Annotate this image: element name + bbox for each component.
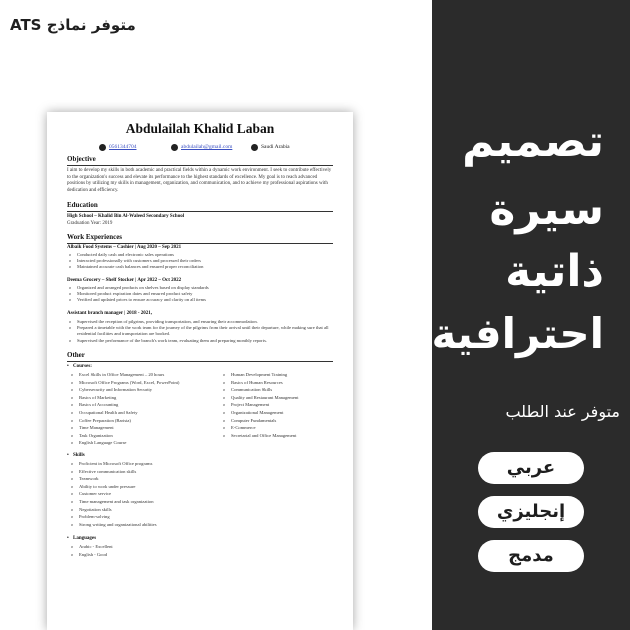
list-item: o Supervised the performance of the branch's work team, evaluating them and preparing monthly reports. xyxy=(69,338,333,344)
job-title: Albaik Food Systems – Cashier | Aug 2020 – Sep 2021 xyxy=(67,245,182,250)
other-title: Other xyxy=(67,351,85,359)
list-item: o Maintained accurate cash balances and ensured proper reconciliation xyxy=(69,264,333,270)
list-item: o Computer Fundamentals xyxy=(223,417,343,425)
courses-right-list xyxy=(223,371,343,439)
objective-text: I aim to develop my skills in both academic and practical fields within a dynamic work environment. I seek to contribute effectively to the organization's success and elevate its performance to the highest standards of excellence. My goal is to reach advanced positions by utilizing my skills in management, organization, and communication, and to achieve my professional aspirations with dedication and efficiency. xyxy=(67,168,332,193)
job-title: Deema Grocery – Shelf Stocker | Apr 2022 – Oct 2022 xyxy=(67,278,182,283)
list-item: o Human Development Training xyxy=(223,371,343,379)
job-bullets xyxy=(69,252,333,271)
skills-label: • Skills xyxy=(73,453,85,458)
list-item: o Basics of Marketing xyxy=(71,394,221,402)
list-item: o Basics of Human Resources xyxy=(223,379,343,387)
headline-line-2: سيرة xyxy=(489,184,604,235)
headline-line-4: احترافية xyxy=(431,309,604,358)
ats-availability-badge: متوفر نماذج ATS xyxy=(10,16,136,34)
list-item: o Verified and updated prices to ensure accuracy and clarity on all items xyxy=(69,297,333,303)
list-item: o Time Management xyxy=(71,424,221,432)
courses-left-list xyxy=(71,371,221,447)
available-on-request: متوفر عند الطلب xyxy=(505,402,620,421)
list-item: o Interacted professionally with customers and processed their orders xyxy=(69,258,333,264)
list-item: o Secretarial and Office Management xyxy=(223,432,343,440)
list-item: o Excel Skills in Office Management – 20 hours xyxy=(71,371,221,379)
list-item: o Occupational Health and Safety xyxy=(71,409,221,417)
divider xyxy=(67,361,333,362)
list-item: o Conducted daily cash and electronic sales operations xyxy=(69,252,333,258)
objective-title: Objective xyxy=(67,155,96,163)
list-item: o Organizational Management xyxy=(223,409,343,417)
list-item: o Quality and Restaurant Management xyxy=(223,394,343,402)
list-item: o Customer service xyxy=(71,490,271,498)
list-item: o Problem-solving xyxy=(71,513,271,521)
languages-list xyxy=(71,543,221,558)
courses-label: • Courses: xyxy=(73,364,92,369)
list-item: o Arabic - Excellent xyxy=(71,543,221,551)
list-item: o Coffee Preparation (Barista) xyxy=(71,417,221,425)
contact-email: abdulailah@gmail.com xyxy=(171,142,232,152)
phone-icon xyxy=(99,144,106,151)
list-item: o Supervised the reception of pilgrims, providing transportation, and ensuring their accommodation. xyxy=(69,319,333,325)
list-item: o Project Management xyxy=(223,401,343,409)
education-title: Education xyxy=(67,201,98,209)
job-bullets xyxy=(69,285,333,304)
list-item: o Task Organization xyxy=(71,432,221,440)
languages-label: • Languages xyxy=(73,536,96,541)
option-english-button[interactable]: إنجليزي xyxy=(478,496,584,528)
contact-phone: 0561344704 xyxy=(99,142,137,152)
list-item: o Organized and arranged products on shelves based on display standards xyxy=(69,285,333,291)
list-item: o E-Commerce xyxy=(223,424,343,432)
resume-preview xyxy=(47,112,353,630)
list-item: o English Language Course xyxy=(71,439,221,447)
work-title: Work Experiences xyxy=(67,233,123,241)
job-bullets xyxy=(69,319,333,344)
education-year: Graduation Year: 2019 xyxy=(67,221,113,226)
job-title: Assistant branch manager | 2018 - 2021, xyxy=(67,311,153,316)
list-item: o Microsoft Office Programs (Word, Excel, PowerPoint) xyxy=(71,379,221,387)
list-item: o English - Good xyxy=(71,551,221,559)
list-item: o Communication Skills xyxy=(223,386,343,394)
list-item: o Monitored product expiration dates and ensured product safety xyxy=(69,291,333,297)
list-item: o Teamwork xyxy=(71,475,271,483)
list-item: o Prepared a timetable with the work team for the journey of the pilgrims from their arrival until their departure, while making sure that all residential facilities and transportation are booked. xyxy=(69,325,333,337)
list-item: o Negotiation skills xyxy=(71,506,271,514)
skills-list xyxy=(71,460,271,528)
list-item: o Proficient in Microsoft Office programs xyxy=(71,460,271,468)
option-arabic-button[interactable]: عربي xyxy=(478,452,584,484)
list-item: o Time management and task organization xyxy=(71,498,271,506)
resume-name: Abdulailah Khalid Laban xyxy=(125,121,275,136)
list-item: o Strong writing and organizational abilities xyxy=(71,521,271,529)
divider xyxy=(67,243,333,244)
education-school: High School – Khalid Bin Al-Waleed Secondary School xyxy=(67,214,185,219)
email-icon xyxy=(171,144,178,151)
list-item: o Cybersecurity and Information Security xyxy=(71,386,221,394)
home-icon xyxy=(251,144,258,151)
option-combined-button[interactable]: مدمج xyxy=(478,540,584,572)
headline-line-3: ذاتية xyxy=(505,246,604,297)
list-item: o Effective communication skills xyxy=(71,468,271,476)
list-item: o Basics of Accounting xyxy=(71,401,221,409)
list-item: o Ability to work under pressure xyxy=(71,483,271,491)
divider xyxy=(67,165,333,166)
contact-location: Saudi Arabia xyxy=(251,142,290,152)
headline-line-1: تصميم xyxy=(462,116,604,167)
divider xyxy=(67,211,333,212)
